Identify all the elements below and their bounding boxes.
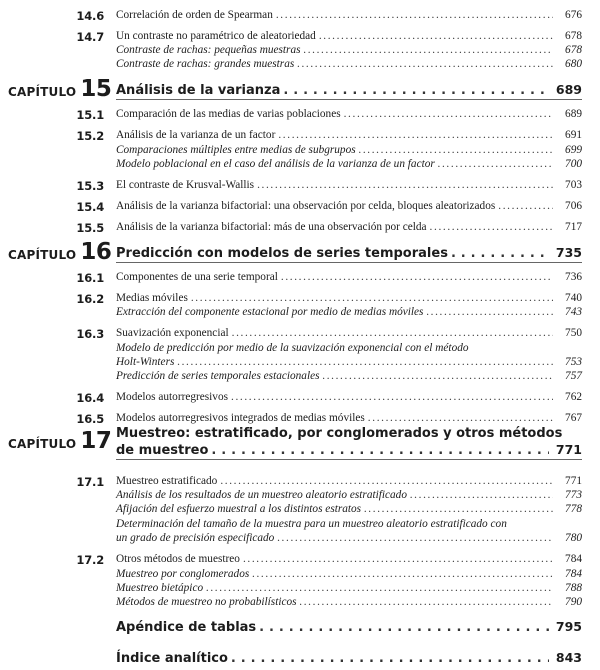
entry-title: Comparación de las medias de varias poblaciones (116, 108, 341, 120)
leader-dots (297, 58, 553, 70)
appendix-entry[interactable] (116, 650, 582, 666)
entry-title: Holt-Winters (116, 356, 175, 368)
entry-title: Análisis de los resultados de un muestreo aleatorio estratificado (116, 489, 407, 501)
chapter-rule (116, 99, 582, 100)
entry-title: Modelo poblacional en el caso del análisis de la varianza de un factor (116, 158, 435, 170)
chapter-label (8, 428, 111, 454)
entry-title: Muestreo estratificado (116, 475, 218, 487)
leader-dots (259, 620, 549, 635)
leader-dots (323, 370, 553, 382)
page-number: 689 (565, 108, 582, 120)
chapter-title[interactable] (116, 82, 582, 98)
chapter-label (8, 76, 111, 102)
entry-title: Extracción del componente estacional por medio de medias móviles (116, 306, 424, 318)
entry-title: Análisis de la varianza bifactorial: más de una observación por celda (116, 221, 427, 233)
leader-dots (232, 327, 553, 339)
entry-title: El contraste de Krusval-Wallis (116, 179, 255, 191)
section-entry[interactable] (116, 292, 582, 304)
chapter-title[interactable] (116, 426, 582, 441)
subsection-entry-line (116, 342, 582, 354)
entry-title: Predicción de series temporales estacionales (116, 370, 320, 382)
leader-dots (281, 271, 553, 283)
subsection-entry[interactable] (116, 144, 582, 156)
entry-title: Modelos autorregresivos (116, 391, 229, 403)
entry-title: Modelos autorregresivos integrados de medias móviles (116, 412, 365, 424)
chapter-number: 17 (80, 428, 112, 454)
section-number: 17.1 (76, 475, 104, 489)
entry-title: Componentes de una serie temporal (116, 271, 278, 283)
section-entry[interactable] (116, 327, 582, 339)
entry-title: Muestreo por conglomerados (116, 568, 250, 580)
leader-dots (300, 596, 553, 608)
entry-title: Análisis de la varianza de un factor (116, 129, 276, 141)
leader-dots (206, 582, 553, 594)
page-number: 784 (565, 553, 582, 565)
page-number: 757 (565, 370, 582, 382)
entry-title: Otros métodos de muestreo (116, 553, 240, 565)
page-number: 773 (565, 489, 582, 501)
entry-title: Un contraste no paramétrico de aleatoriedad (116, 30, 316, 42)
entry-title: Suavización exponencial (116, 327, 229, 339)
page-number: 753 (565, 356, 582, 368)
appendix-title: Índice analítico (116, 651, 228, 666)
page-number: 706 (565, 200, 582, 212)
chapter-rule (116, 262, 582, 263)
section-entry[interactable] (116, 271, 582, 283)
subsection-entry-line (116, 518, 582, 530)
page-number: 680 (565, 58, 582, 70)
page-number: 678 (565, 44, 582, 56)
chapter-title-text: Análisis de la varianza (116, 83, 281, 98)
leader-dots (252, 568, 553, 580)
chapter-rule (116, 459, 582, 460)
page-number: 780 (565, 532, 582, 544)
chapter-word: CAPÍTULO (8, 437, 77, 451)
section-number: 15.1 (76, 108, 104, 122)
page-number: 678 (565, 30, 582, 42)
section-number: 16.3 (76, 327, 104, 341)
section-entry[interactable] (116, 9, 582, 21)
subsection-entry[interactable] (116, 568, 582, 580)
subsection-entry[interactable] (116, 503, 582, 515)
page-number: 736 (565, 271, 582, 283)
section-entry[interactable] (116, 391, 582, 403)
entry-title: Análisis de la varianza bifactorial: una observación por celda, bloques aleatorizados (116, 200, 496, 212)
section-number: 16.5 (76, 412, 104, 426)
page-number: 750 (565, 327, 582, 339)
section-number: 14.6 (76, 9, 104, 23)
appendix-entry[interactable] (116, 619, 582, 635)
leader-dots (243, 553, 553, 565)
page-number: 691 (565, 129, 582, 141)
section-number: 16.2 (76, 292, 104, 306)
subsection-entry[interactable] (116, 356, 582, 368)
page-number: 699 (565, 144, 582, 156)
section-number: 15.2 (76, 129, 104, 143)
subsection-entry[interactable] (116, 489, 582, 501)
page-number: 795 (555, 619, 582, 634)
section-number: 16.1 (76, 271, 104, 285)
appendix-title: Apéndice de tablas (116, 620, 257, 635)
subsection-entry[interactable] (116, 158, 582, 170)
leader-dots (498, 200, 553, 212)
entry-title: Comparaciones múltiples entre medias de subgrupos (116, 144, 356, 156)
leader-dots (257, 179, 553, 191)
page-number: 771 (565, 475, 582, 487)
leader-dots (451, 246, 549, 261)
subsection-entry[interactable] (116, 582, 582, 594)
entry-title: Correlación de orden de Spearman (116, 9, 273, 21)
subsection-entry[interactable] (116, 370, 582, 382)
section-entry[interactable] (116, 553, 582, 565)
leader-dots (319, 30, 553, 42)
leader-dots (277, 532, 553, 544)
leader-dots (211, 443, 549, 458)
page-number: 700 (565, 158, 582, 170)
page-number: 843 (555, 650, 582, 665)
subsection-entry[interactable] (116, 44, 582, 56)
subsection-entry[interactable] (116, 306, 582, 318)
section-number: 14.7 (76, 30, 104, 44)
entry-title: Afijación del esfuerzo muestral a los distintos estratos (116, 503, 362, 515)
leader-dots (359, 144, 553, 156)
chapter-word: CAPÍTULO (8, 85, 77, 99)
leader-dots (410, 489, 553, 501)
section-number: 15.4 (76, 200, 104, 214)
page-number: 762 (565, 391, 582, 403)
entry-title: Contraste de rachas: grandes muestras (116, 58, 295, 70)
section-entry[interactable] (116, 412, 582, 424)
chapter-number: 16 (80, 239, 112, 265)
leader-dots (231, 391, 553, 403)
page-number: 778 (565, 503, 582, 515)
page-number: 676 (565, 9, 582, 21)
entry-title: Medias móviles (116, 292, 188, 304)
leader-dots (278, 129, 553, 141)
leader-dots (283, 83, 549, 98)
leader-dots (191, 292, 553, 304)
chapter-word: CAPÍTULO (8, 248, 77, 262)
chapter-title-text: Muestreo: estratificado, por conglomerados y otros métodos (116, 426, 563, 441)
leader-dots (430, 221, 553, 233)
entry-title: un grado de precisión especificado (116, 532, 275, 544)
leader-dots (368, 412, 553, 424)
chapter-number: 15 (80, 76, 112, 102)
leader-dots (438, 158, 553, 170)
chapter-title[interactable] (116, 245, 582, 261)
entry-title: Métodos de muestreo no probabilísticos (116, 596, 297, 608)
section-number: 17.2 (76, 553, 104, 567)
section-entry[interactable] (116, 30, 582, 42)
page-number: 717 (565, 221, 582, 233)
leader-dots (177, 356, 553, 368)
entry-title: Contraste de rachas: pequeñas muestras (116, 44, 301, 56)
leader-dots (276, 9, 553, 21)
entry-title: Muestreo bietápico (116, 582, 204, 594)
page-number: 767 (565, 412, 582, 424)
page-number: 735 (555, 245, 582, 260)
page-number: 784 (565, 568, 582, 580)
section-entry[interactable] (116, 129, 582, 141)
leader-dots (426, 306, 553, 318)
subsection-entry[interactable] (116, 596, 582, 608)
section-entry[interactable] (116, 475, 582, 487)
section-number: 16.4 (76, 391, 104, 405)
leader-dots (231, 651, 549, 666)
subsection-entry[interactable] (116, 58, 582, 70)
entry-title: Modelo de predicción por medio de la suavización exponencial con el método (116, 342, 469, 354)
section-entry[interactable] (116, 179, 582, 191)
leader-dots (220, 475, 553, 487)
chapter-title-text: de muestreo (116, 443, 209, 458)
subsection-entry[interactable] (116, 532, 582, 544)
section-entry[interactable] (116, 108, 582, 120)
chapter-title-text: Predicción con modelos de series temporales (116, 246, 448, 261)
page-number: 703 (565, 179, 582, 191)
page-number: 788 (565, 582, 582, 594)
section-number: 15.3 (76, 179, 104, 193)
section-entry[interactable] (116, 200, 582, 212)
chapter-title-line2[interactable] (116, 442, 582, 458)
page-number: 790 (565, 596, 582, 608)
leader-dots (304, 44, 553, 56)
page-number: 771 (555, 442, 582, 457)
leader-dots (344, 108, 553, 120)
page-number: 740 (565, 292, 582, 304)
leader-dots (364, 503, 553, 515)
section-entry[interactable] (116, 221, 582, 233)
chapter-label (8, 239, 111, 265)
page-number: 743 (565, 306, 582, 318)
entry-title: Determinación del tamaño de la muestra para un muestreo aleatorio estratificado con (116, 518, 507, 530)
page-number: 689 (555, 82, 582, 97)
section-number: 15.5 (76, 221, 104, 235)
